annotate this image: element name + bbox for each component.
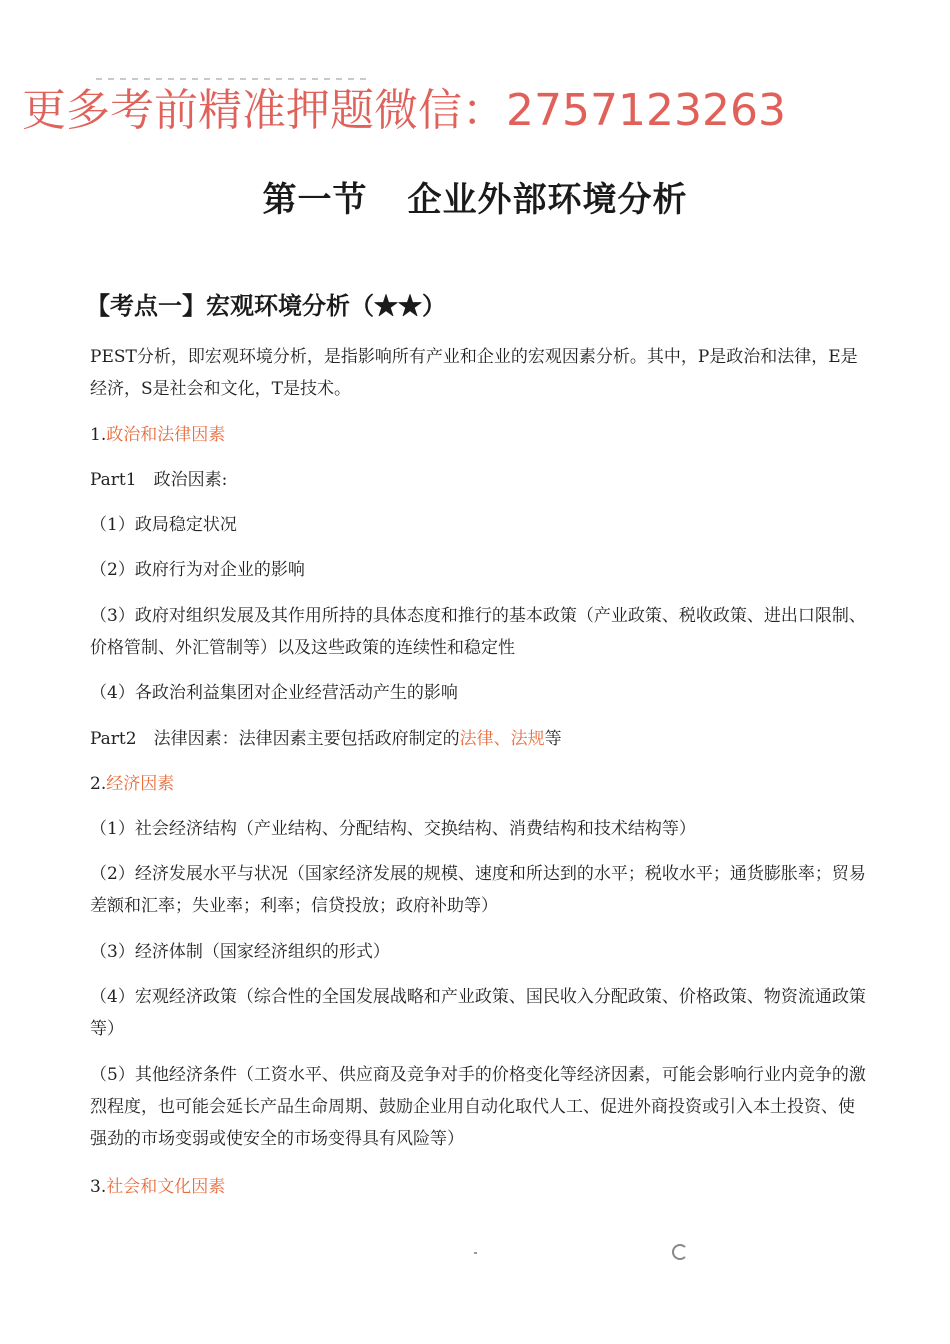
- economic-item-2: （2）经济发展水平与状况（国家经济发展的规模、速度和所达到的水平；税收水平；通货膨胀率；贸易差额和汇率；失业率；利率；信贷投放；政府补助等）: [90, 864, 866, 916]
- section-1-title: 政治和法律因素: [106, 425, 226, 445]
- title-section: 第一节: [262, 180, 368, 220]
- political-item-4: （4）各政治利益集团对企业经营活动产生的影响: [90, 683, 458, 703]
- intro-paragraph: PEST分析，即宏观环境分析，是指影响所有产业和企业的宏观因素分析。其中，P是政治和法律，E是经济，S是社会和文化，T是技术。: [90, 347, 858, 399]
- section-1-number: 1.: [90, 425, 107, 445]
- part2-prefix: Part2 法律因素：法律因素主要包括政府制定的: [90, 729, 460, 749]
- section-1-heading: [90, 419, 868, 451]
- economic-item-4: （4）宏观经济政策（综合性的全国发展战略和产业政策、国民收入分配政策、价格政策、物资流通政策等）: [90, 987, 866, 1039]
- part2-paragraph: [90, 723, 868, 755]
- economic-item-5: （5）其他经济条件（工资水平、供应商及竞争对手的价格变化等经济因素，可能会影响行业内竞争的激烈程度，也可能会延长产品生命周期、鼓励企业用自动化取代人工、促进外商投资或引入本土投资、使强劲的市场变弱或使安全的市场变得具有风险等）: [90, 1065, 866, 1149]
- watermark-text: 更多考前精准押题微信：2757123263: [22, 85, 786, 136]
- part2-suffix: 等: [544, 729, 562, 749]
- economic-item-1: （1）社会经济结构（产业结构、分配结构、交换结构、消费结构和技术结构等）: [90, 819, 696, 839]
- section-3-heading: [90, 1171, 868, 1203]
- section-2-heading: [90, 768, 868, 800]
- page-title: [0, 172, 950, 221]
- scan-swirl-mark: [672, 1244, 688, 1260]
- part1-label: Part1 政治因素:: [90, 470, 228, 490]
- political-item-1: （1）政局稳定状况: [90, 515, 237, 535]
- kaodian-heading: 【考点一】宏观环境分析（★★）: [86, 291, 446, 320]
- section-3-number: 3.: [90, 1177, 107, 1197]
- economic-item-3: （3）经济体制（国家经济组织的形式）: [90, 942, 390, 962]
- part2-highlight: 法律、法规: [459, 729, 545, 749]
- political-item-3: （3）政府对组织发展及其作用所持的具体态度和推行的基本政策（产业政策、税收政策、进出口限制、价格管制、外汇管制等）以及这些政策的连续性和稳定性: [90, 606, 866, 658]
- section-2-title: 经济因素: [106, 774, 175, 794]
- section-2-number: 2.: [90, 774, 107, 794]
- section-3-title: 社会和文化因素: [106, 1177, 226, 1197]
- title-topic: 企业外部环境分析: [407, 180, 688, 220]
- scan-dot: [474, 1252, 477, 1254]
- political-item-2: （2）政府行为对企业的影响: [90, 560, 305, 580]
